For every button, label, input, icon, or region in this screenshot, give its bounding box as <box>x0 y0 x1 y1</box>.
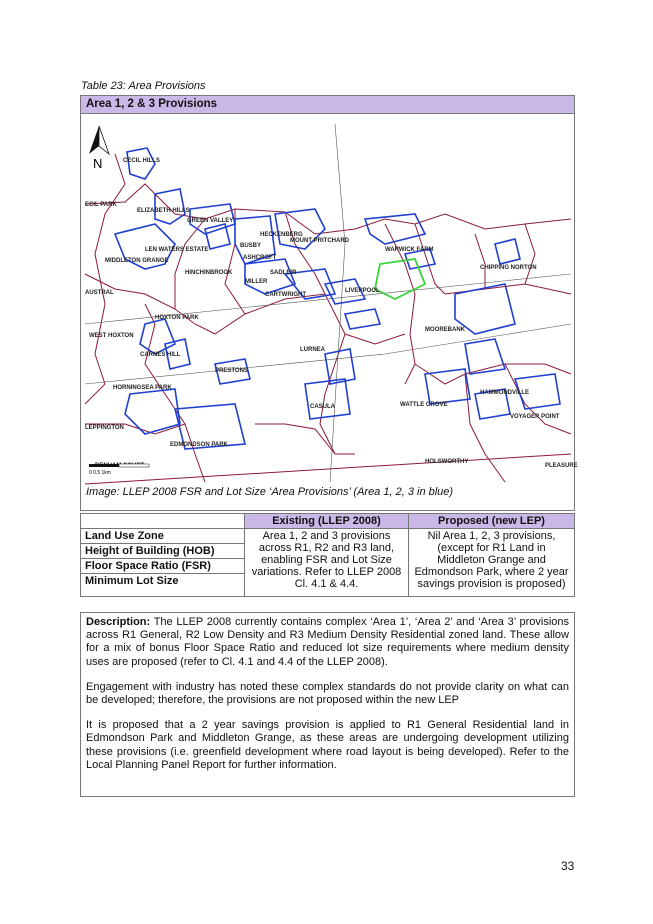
description-p2: Engagement with industry has noted these complex standards do not provide clarity on what can be developed; therefore, the provisions are not proposed within the new LEP <box>86 680 569 707</box>
place-label: WATTLE GROVE <box>400 402 448 408</box>
col-existing: Existing (LLEP 2008) <box>245 514 409 529</box>
area-provisions-map <box>85 124 578 482</box>
description-label: Description: <box>86 616 151 628</box>
place-label: AUSTRAL <box>85 290 114 296</box>
scale-bar <box>89 464 149 476</box>
place-label: CECIL HILLS <box>123 158 160 164</box>
row-label: Land Use Zone <box>81 529 245 544</box>
image-caption: Image: LLEP 2008 FSR and Lot Size ‘Area Provisions’ (Area 1, 2, 3 in blue) <box>86 486 454 498</box>
place-label: MILLER <box>245 279 268 285</box>
place-label: CASULA <box>310 404 335 410</box>
place-label: WEST HOXTON <box>89 333 134 339</box>
place-label: LIVERPOOL <box>345 288 380 294</box>
place-label: CHIPPING NORTON <box>480 265 537 271</box>
place-label: CARNES HILL <box>140 352 181 358</box>
proposed-cell: Nil Area 1, 2, 3 provisions, (except for R1 Land in Middleton Grange and Edmondson Park, where 2 year savings provision is proposed) <box>409 529 575 597</box>
place-label: GREEN VALLEY <box>187 218 234 224</box>
place-label: PLEASURE <box>545 463 578 469</box>
place-label: LEPPINGTON <box>85 425 124 431</box>
table-caption: Table 23: Area Provisions <box>81 80 206 92</box>
description-p3: It is proposed that a 2 year savings provision is applied to R1 General Residential land in Edmondson Park and Middleton Grange, as these areas are undergoing development utilizing these provisions (i.e. greenfield development where road layout is being developed). Refer to the Local Planning Panel Report for further information. <box>86 719 569 771</box>
row-label: Height of Building (HOB) <box>81 544 245 559</box>
place-label: EDMONDSON PARK <box>170 442 228 448</box>
place-label: ECIL PARK <box>85 202 117 208</box>
place-label: ASHCROFT <box>243 255 277 261</box>
place-label: LURNEA <box>300 347 325 353</box>
north-arrow-icon <box>89 126 109 171</box>
place-label: HOXTON PARK <box>155 315 199 321</box>
description-box <box>80 612 575 797</box>
place-label: HINCHINBROOK <box>185 270 233 276</box>
svg-text:0 0.5 1km: 0 0.5 1km <box>89 470 111 476</box>
place-label: SADLEIR <box>270 270 297 276</box>
place-label: WARWICK FARM <box>385 247 434 253</box>
page-number: 33 <box>561 859 575 873</box>
place-label: VOYAGER POINT <box>510 414 560 420</box>
place-label: HECKENBERG <box>260 232 303 238</box>
description-p1: Description: The LLEP 2008 currently contains complex ‘Area 1’, ‘Area 2’ and ‘Area 3’ provisions across R1 General, R2 Low Density and R3 Medium Density Residential zoned land. These allow for a mix of bonus Floor Space Ratio and reduced lot size requirements where medium density uses are proposed (refer to Cl. 4.1 and 4.4 of the LLEP 2008). <box>86 616 569 668</box>
place-label: LEN WATERS ESTATE <box>145 247 209 253</box>
place-label: ELIZABETH HILLS <box>137 208 190 214</box>
place-label: MOUNT PRITCHARD <box>290 238 349 244</box>
place-label: HORNINGSEA PARK <box>113 385 172 391</box>
col-proposed: Proposed (new LEP) <box>409 514 575 529</box>
place-label: MOOREBANK <box>425 327 465 333</box>
place-labels <box>85 158 578 469</box>
map-panel <box>80 113 578 511</box>
place-label: MIDDLETON GRANGE <box>105 258 169 264</box>
place-label: PRESTONS <box>215 368 248 374</box>
provisions-table <box>80 513 575 597</box>
place-label: HOLSWORTHY <box>425 459 469 465</box>
row-label: Minimum Lot Size <box>81 574 245 597</box>
place-label: HAMMONDVILLE <box>480 390 529 396</box>
row-label: Floor Space Ratio (FSR) <box>81 559 245 574</box>
existing-cell: Area 1, 2 and 3 provisions across R1, R2 and R3 land, enabling FSR and Lot Size variations. Refer to LLEP 2008 Cl. 4.1 & 4.4. <box>245 529 409 597</box>
section-header: Area 1, 2 & 3 Provisions <box>80 95 575 114</box>
north-label: N <box>93 156 103 171</box>
place-label: CARTWRIGHT <box>265 292 306 298</box>
place-label: BUSBY <box>240 243 262 249</box>
